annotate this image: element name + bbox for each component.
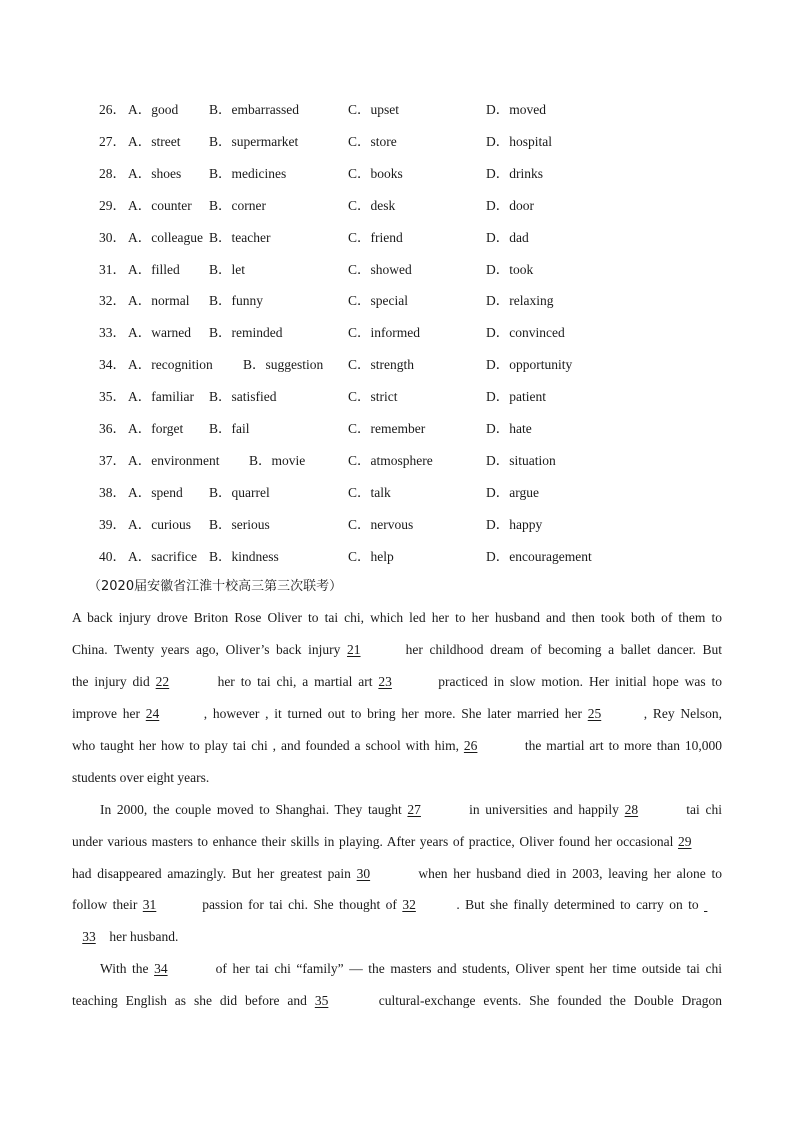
question-number: 29． — [99, 197, 126, 213]
option-b: B．embarrassed — [209, 102, 299, 117]
option-d: D．encouragement — [486, 548, 592, 564]
option-c: C．strict — [348, 389, 398, 405]
option-b: B．serious — [209, 516, 270, 532]
blank-34: 34 — [154, 961, 168, 976]
option-d: D．drinks — [486, 165, 543, 181]
blank-33: 33 — [82, 929, 96, 944]
option-d: D．hospital — [486, 133, 552, 149]
question-number: 37． — [99, 452, 126, 468]
option-a: A．filled — [128, 261, 180, 277]
option-d: D．argue — [486, 484, 539, 500]
blank-32: 32 — [402, 897, 416, 912]
option-a: A．normal — [128, 293, 190, 309]
option-d: D．took — [486, 261, 534, 277]
option-a: A．curious — [128, 516, 191, 532]
option-c: C．nervous — [348, 516, 414, 532]
option-b: B．satisfied — [209, 389, 277, 405]
question-number: 31． — [99, 261, 126, 277]
blank-27: 27 — [407, 802, 421, 817]
option-c: C．informed — [348, 325, 420, 341]
option-a: A．shoes — [128, 165, 182, 181]
option-d: D．dad — [486, 229, 529, 245]
option-c: C．remember — [348, 421, 426, 436]
blank-22: 22 — [155, 674, 170, 689]
question-number: 28． — [99, 165, 126, 181]
blank-35: 35 — [314, 993, 329, 1008]
option-b: B．let — [209, 261, 245, 277]
blank-30: 30 — [356, 866, 371, 881]
option-c: C．store — [348, 133, 397, 149]
blank-25: 25 — [587, 706, 602, 721]
option-d: D．moved — [486, 102, 546, 117]
option-a: A．familiar — [128, 389, 194, 405]
blank-26: 26 — [463, 738, 478, 753]
option-a: A．sacrifice — [128, 548, 197, 564]
option-a: A．street — [128, 133, 181, 149]
option-a: A．colleague — [128, 229, 203, 245]
option-b: B．fail — [209, 421, 250, 436]
passage-line: 33 her husband. — [72, 926, 722, 948]
option-b: B．corner — [209, 197, 266, 213]
option-a: A．counter — [128, 197, 192, 213]
blank-31: 31 — [142, 897, 157, 912]
passage-line: With the 34 of her tai chi “family” — the masters and students, Oliver spent her time outside tai chi — [100, 958, 722, 980]
question-number: 39． — [99, 516, 126, 532]
option-a: A．environment — [128, 452, 220, 468]
option-c: C．strength — [348, 357, 414, 373]
option-c: C．atmosphere — [348, 452, 433, 468]
source-note: （2020届安徽省江淮十校高三第三次联考） — [88, 579, 343, 594]
passage-line: China. Twenty years ago, Oliver’s back injury 21 her childhood dream of becoming a ballet dancer. But — [72, 639, 722, 661]
question-number: 33． — [99, 325, 126, 341]
passage-line: the injury did 22 her to tai chi, a martial art 23 practiced in slow motion. Her initial hope was to — [72, 671, 722, 693]
option-d: D．situation — [486, 452, 556, 468]
option-a: A．forget — [128, 421, 184, 436]
option-b: B．supermarket — [209, 133, 299, 149]
option-a: A．good — [128, 102, 179, 117]
option-d: D．patient — [486, 389, 546, 405]
option-c: C．special — [348, 293, 408, 309]
question-number: 36． — [99, 421, 126, 436]
option-d: D．happy — [486, 516, 543, 532]
blank-33-underline — [704, 894, 722, 916]
option-d: D．hate — [486, 421, 532, 436]
question-number: 32． — [99, 293, 126, 309]
question-number: 34． — [99, 357, 126, 373]
option-b: B．funny — [209, 293, 263, 309]
option-b: B．reminded — [209, 325, 283, 341]
option-b: B．teacher — [209, 229, 271, 245]
option-d: D．relaxing — [486, 293, 554, 309]
passage-line: who taught her how to play tai chi , and founded a school with him, 26 the martial art to more than 10,000 — [72, 735, 722, 757]
passage-line: follow their 31 passion for tai chi. She thought of 32 . But she finally determined to carry on to — [72, 894, 722, 916]
option-a: A．spend — [128, 484, 183, 500]
option-c: C．help — [348, 548, 394, 564]
blank-29: 29 — [678, 834, 692, 849]
option-b: B．movie — [249, 452, 306, 468]
option-c: C．friend — [348, 229, 403, 245]
option-c: C．talk — [348, 484, 391, 500]
question-number: 27． — [99, 133, 126, 149]
blank-23: 23 — [378, 674, 392, 689]
option-a: A．recognition — [128, 357, 213, 373]
option-b: B．medicines — [209, 165, 287, 181]
option-c: C．books — [348, 165, 403, 181]
question-number: 30． — [99, 229, 126, 245]
option-d: D．opportunity — [486, 357, 573, 373]
passage-line: A back injury drove Briton Rose Oliver to tai chi, which led her to her husband and then took both of them to — [72, 610, 722, 625]
option-c: C．desk — [348, 197, 396, 213]
blank-24: 24 — [145, 706, 160, 721]
option-b: B．quarrel — [209, 484, 270, 500]
passage-line: under various masters to enhance their skills in playing. After years of practice, Oliver found her occasional 29 — [72, 831, 722, 853]
option-a: A．warned — [128, 325, 191, 341]
question-number: 35． — [99, 389, 126, 405]
passage-line: In 2000, the couple moved to Shanghai. They taught 27 in universities and happily 28 tai chi — [100, 799, 722, 821]
option-b: B．kindness — [209, 548, 279, 564]
option-c: C．upset — [348, 102, 400, 117]
option-d: D．door — [486, 197, 534, 213]
blank-28: 28 — [624, 802, 639, 817]
passage-line: teaching English as she did before and 35 cultural-exchange events. She founded the Double Dragon — [72, 990, 722, 1012]
passage-line: improve her 24 , however , it turned out to bring her more. She later married her 25 , Rey Nelson, — [72, 703, 722, 725]
option-d: D．convinced — [486, 325, 565, 341]
passage-line: students over eight years. — [72, 770, 210, 785]
question-number: 38． — [99, 484, 126, 500]
blank-21: 21 — [347, 642, 361, 657]
passage-line: had disappeared amazingly. But her greatest pain 30 when her husband died in 2003, leaving her alone to — [72, 863, 722, 885]
question-number: 26． — [99, 102, 126, 117]
option-c: C．showed — [348, 261, 412, 277]
option-b: B．suggestion — [243, 357, 324, 373]
question-number: 40． — [99, 548, 126, 564]
